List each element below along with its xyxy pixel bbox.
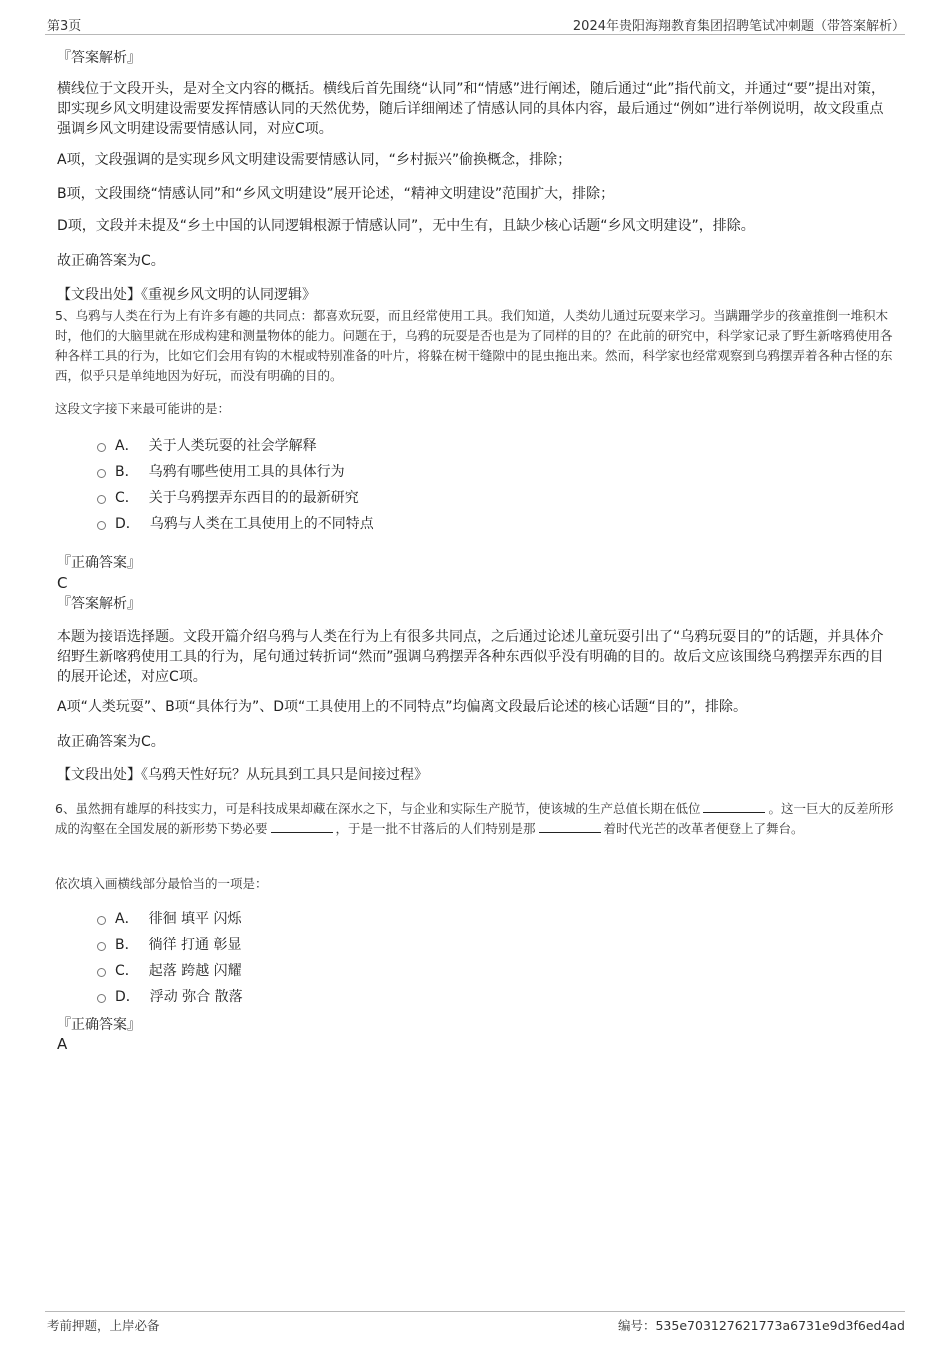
- q5-answer: C: [57, 574, 68, 592]
- option-text: 关于乌鸦摆弄东西目的的最新研究: [148, 490, 359, 506]
- q6-blank-2: [271, 820, 333, 833]
- option-text: 起落 跨越 闪耀: [148, 963, 242, 979]
- option-text: 浮动 弥合 散落: [149, 989, 243, 1005]
- q6-option-a[interactable]: [97, 909, 241, 929]
- q6-option-d[interactable]: [97, 987, 243, 1007]
- radio-circle-icon[interactable]: [97, 968, 106, 977]
- q6-stem-part-1: 6、虽然拥有雄厚的科技实力，可是科技成果却藏在深水之下，与企业和实际生产脱节，使该城的生产总值长期在低位: [55, 801, 701, 816]
- option-key: B．: [115, 464, 139, 480]
- q5-option-c[interactable]: [97, 488, 359, 508]
- q6-option-c[interactable]: [97, 961, 242, 981]
- radio-circle-icon[interactable]: [97, 521, 106, 530]
- radio-circle-icon[interactable]: [97, 942, 106, 951]
- q5-option-b[interactable]: [97, 462, 345, 482]
- q4-analysis-paragraph: 横线位于文段开头，是对全文内容的概括。横线后首先围绕“认同”和“情感”进行阐述，随后通过“此”指代前文，并通过“要”提出对策，即实现乡风文明建设需要发挥情感认同的天然优势，随后详细阐述了情感认同的具体内容，最后通过“例如”进行举例说明，故文段重点强调乡风文明建设需要情感认同，对应C项。: [57, 81, 886, 137]
- document-code: 编号：535e703127621773a6731e9d3f6ed4ad: [617, 1318, 905, 1333]
- q5-option-d[interactable]: [97, 514, 374, 534]
- q6-stem-part-4: 着时代光芒的改革者便登上了舞台。: [603, 821, 804, 836]
- page-header: [45, 12, 905, 35]
- q5-source: 【文段出处】《乌鸦天性好玩？从玩具到工具只是间接过程》: [57, 767, 428, 783]
- option-key: C．: [115, 490, 139, 506]
- q6-answer-label: 『正确答案』: [57, 1017, 141, 1033]
- q5-analysis-paragraph: 本题为接语选择题。文段开篇介绍乌鸦与人类在行为上有很多共同点，之后通过论述儿童玩耍引出了“乌鸦玩耍目的”的话题，并具体介绍野生新喀鸦使用工具的行为，尾句通过转折词“然而”强调乌鸦摆弄各种东西似乎没有明确的目的。故后文应该围绕乌鸦摆弄东西的目的展开论述，对应C项。: [57, 629, 884, 685]
- q6-stem: [55, 799, 897, 839]
- q6-blank-3: [539, 820, 601, 833]
- document-title: 2024年贵阳海翔教育集团招聘笔试冲刺题（带答案解析）: [572, 19, 905, 34]
- radio-circle-icon[interactable]: [97, 495, 106, 504]
- q6-prompt: 依次填入画横线部分最恰当的一项是：: [55, 876, 268, 891]
- q4-analysis-option-a: A项，文段强调的是实现乡风文明建设需要情感认同，“乡村振兴”偷换概念，排除；: [57, 152, 572, 168]
- page-footer: [45, 1311, 905, 1336]
- option-text: 徜徉 打通 彰显: [148, 937, 242, 953]
- option-key: B．: [115, 937, 139, 953]
- q4-analysis-label: 『答案解析』: [57, 50, 141, 66]
- q5-analysis-options: A项“人类玩耍”、B项“具体行为”、D项“工具使用上的不同特点”均偏离文段最后论述的核心话题“目的”，排除。: [57, 699, 747, 715]
- option-key: A．: [115, 438, 139, 454]
- option-key: A．: [115, 911, 139, 927]
- q6-stem-part-2: 。这一巨大的反差所形成的沟壑在全国发展的新形势下势必要: [55, 801, 894, 836]
- q6-option-b[interactable]: [97, 935, 242, 955]
- radio-circle-icon[interactable]: [97, 994, 106, 1003]
- option-text: 徘徊 填平 闪烁: [148, 911, 242, 927]
- option-text: 乌鸦有哪些使用工具的具体行为: [148, 464, 345, 480]
- option-text: 关于人类玩耍的社会学解释: [148, 438, 317, 454]
- q6-answer: A: [57, 1035, 68, 1053]
- q4-analysis-option-d: D项，文段并未提及“乡土中国的认同逻辑根源于情感认同”，无中生有，且缺少核心话题“乡风文明建设”，排除。: [57, 218, 755, 234]
- page-number: 第3页: [47, 19, 82, 34]
- option-key: C．: [115, 963, 139, 979]
- option-key: D．: [115, 989, 140, 1005]
- q4-source: 【文段出处】《重视乡风文明的认同逻辑》: [57, 287, 316, 303]
- q5-analysis-label: 『答案解析』: [57, 596, 141, 612]
- q6-stem-part-3: ，于是一批不甘落后的人们特别是那: [335, 821, 536, 836]
- q5-prompt: 这段文字接下来最可能讲的是：: [55, 401, 231, 416]
- q5-option-a[interactable]: [97, 436, 317, 456]
- q4-analysis-option-b: B项，文段围绕“情感认同”和“乡风文明建设”展开论述，“精神文明建设”范围扩大，排除；: [57, 186, 615, 202]
- radio-circle-icon[interactable]: [97, 443, 106, 452]
- q4-conclusion: 故正确答案为C。: [57, 253, 165, 269]
- q6-blank-1: [703, 800, 765, 813]
- q5-conclusion: 故正确答案为C。: [57, 734, 165, 750]
- footer-slogan: 考前押题，上岸必备: [47, 1318, 160, 1333]
- radio-circle-icon[interactable]: [97, 916, 106, 925]
- option-text: 乌鸦与人类在工具使用上的不同特点: [149, 516, 374, 532]
- q5-stem: 5、乌鸦与人类在行为上有许多有趣的共同点：都喜欢玩耍，而且经常使用工具。我们知道，人类幼儿通过玩耍来学习。当蹒跚学步的孩童推倒一堆积木时，他们的大脑里就在形成构建和测量物体的能力。问题在于，乌鸦的玩耍是否也是为了同样的目的？在此前的研究中，科学家记录了野生新喀鸦使用各种各样工具的行为，比如它们会用有钩的木棍或特别准备的叶片，将躲在树干缝隙中的昆虫拖出来。然而，科学家也经常观察到乌鸦摆弄着各种古怪的东西，似乎只是单纯地因为好玩，而没有明确的目的。: [55, 308, 893, 383]
- option-key: D．: [115, 516, 140, 532]
- radio-circle-icon[interactable]: [97, 469, 106, 478]
- q5-answer-label: 『正确答案』: [57, 555, 141, 571]
